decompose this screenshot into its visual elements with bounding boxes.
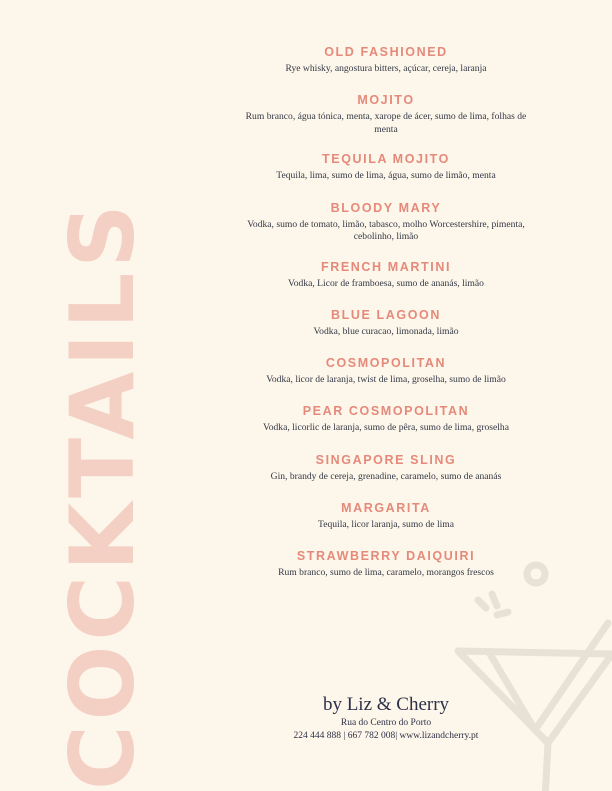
- brand-name: by Liz & Cherry: [322, 694, 450, 715]
- menu-item-name: TEQUILA MOJITO: [322, 152, 450, 167]
- menu-item-name: MOJITO: [357, 93, 415, 108]
- menu-item-description: Vodka, Licor de framboesa, sumo de ananás, limão: [288, 277, 484, 289]
- menu-item-description: Vodka, blue curacao, limonada, limão: [313, 325, 459, 337]
- menu-item-name: PEAR COSMOPOLITAN: [302, 404, 470, 419]
- menu-item-description: Rum branco, sumo de lima, caramelo, morangos frescos: [278, 567, 494, 579]
- menu-item-bloody-mary: [236, 200, 536, 259]
- menu-item-description: Vodka, licor de laranja, twist de lima, groselha, sumo de limão: [266, 374, 506, 386]
- menu-item-name: BLUE LAGOON: [331, 307, 441, 322]
- menu-item-description: Vodka, sumo de tomato, limão, tabasco, molho Worcestershire, pimenta, cebolinho, limão: [247, 218, 525, 243]
- menu-item-name: FRENCH MARTINI: [320, 259, 452, 274]
- menu-item-cosmopolitan: [236, 355, 536, 403]
- menu-item-old-fashioned: [236, 44, 536, 92]
- menu-item-margarita: [236, 500, 536, 548]
- menu-item-description: Tequila, lima, sumo de lima, água, sumo de limão, menta: [276, 170, 496, 182]
- menu-item-french-martini: [236, 259, 536, 307]
- cocktail-menu: [236, 44, 536, 597]
- side-title-cocktails: COCKTAILS: [51, 199, 154, 790]
- menu-item-description: Tequila, licor laranja, sumo de lima: [318, 519, 454, 531]
- menu-item-description: Rum branco, água tónica, menta, xarope de ácer, sumo de lima, folhas de menta: [245, 111, 527, 135]
- address: Rua do Centro do Porto: [340, 718, 432, 728]
- menu-item-description: Gin, brandy de cereja, grenadine, caramelo, sumo de ananás: [270, 470, 502, 482]
- menu-item-name: BLOODY MARY: [330, 200, 442, 215]
- contact-line: 224 444 888 | 667 782 008| www.lizandcherry.pt: [293, 731, 479, 741]
- menu-item-name: MARGARITA: [341, 501, 431, 516]
- menu-item-blue-lagoon: [236, 307, 536, 355]
- menu-item-description: Vodka, licorlic de laranja, sumo de pêra, sumo de lima, groselha: [263, 422, 509, 434]
- menu-item-name: OLD FASHIONED: [324, 45, 448, 59]
- menu-item-strawberry-daiquiri: [236, 548, 536, 596]
- menu-item-mojito: [236, 92, 536, 151]
- menu-item-name: STRAWBERRY DAIQUIRI: [296, 549, 476, 564]
- menu-item-singapore-sling: [236, 452, 536, 500]
- menu-item-name: COSMOPOLITAN: [325, 356, 447, 371]
- menu-item-description: Rye whisky, angostura bitters, açúcar, cereja, laranja: [285, 63, 487, 74]
- menu-item-pear-cosmopolitan: [236, 403, 536, 451]
- footer: [266, 693, 506, 743]
- menu-item-tequila-mojito: [236, 151, 536, 199]
- menu-item-name: SINGAPORE SLING: [315, 452, 457, 467]
